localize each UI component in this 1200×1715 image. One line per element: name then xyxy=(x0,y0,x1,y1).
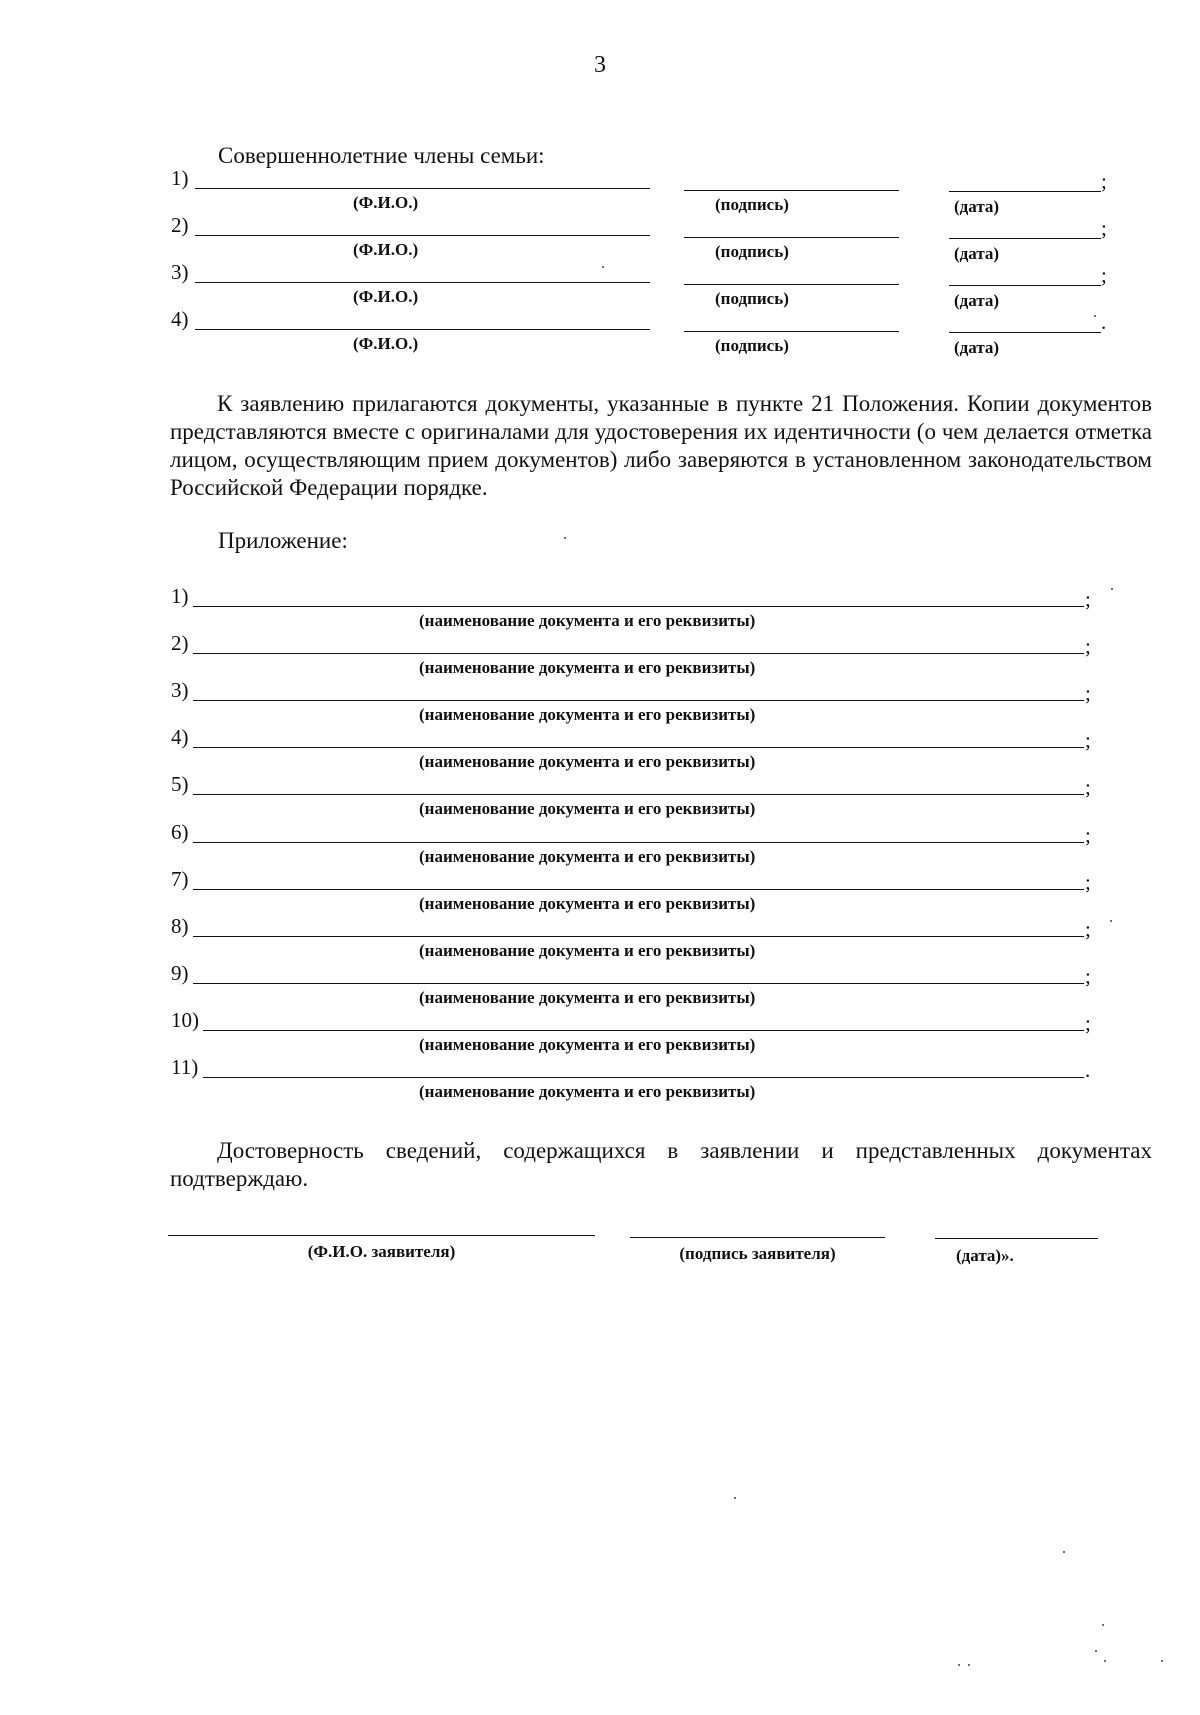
appendix-item-number: 1) xyxy=(171,584,189,608)
appendix-item-end-punctuation: ; xyxy=(1085,634,1091,659)
scan-speck xyxy=(1094,315,1096,317)
appendix-item-line[interactable] xyxy=(193,842,1084,843)
family-fio-line[interactable] xyxy=(195,329,650,330)
family-date-caption: (дата) xyxy=(954,291,1000,310)
family-fio-caption: (Ф.И.О.) xyxy=(353,334,419,353)
applicant-signature-line[interactable] xyxy=(630,1237,885,1238)
appendix-item-end-punctuation: ; xyxy=(1085,963,1091,988)
family-date-line[interactable] xyxy=(949,238,1101,239)
family-signature-line[interactable] xyxy=(684,237,899,238)
documents-paragraph: К заявлению прилагаются документы, указанные в пункте 21 Положения. Копии документов представляются вместе с оригиналами для удостоверения их идентичности (о чем делается отметка лицом, осуществляющим прием документов) либо заверяются в установленном законодательством Российской Федерации порядке. xyxy=(170,391,1152,500)
appendix-item-number: 8) xyxy=(171,913,189,938)
scan-speck xyxy=(958,1664,960,1666)
appendix-item-caption: (наименование документа и его реквизиты) xyxy=(419,705,756,725)
applicant-signature-caption: (подпись заявителя) xyxy=(679,1244,836,1263)
applicant-date-line[interactable] xyxy=(935,1238,1098,1239)
appendix-item-end-punctuation: ; xyxy=(1085,916,1091,941)
family-date-line[interactable] xyxy=(949,332,1101,333)
appendix-item-end-punctuation: ; xyxy=(1085,1010,1091,1035)
family-fio-line[interactable] xyxy=(195,235,650,236)
appendix-item-end-punctuation: ; xyxy=(1085,775,1091,800)
scan-speck xyxy=(1102,1624,1104,1626)
appendix-item-end-punctuation: ; xyxy=(1085,869,1091,894)
appendix-item-line[interactable] xyxy=(193,936,1084,937)
family-row-number: 3) xyxy=(171,260,189,284)
scan-speck xyxy=(1095,1650,1097,1652)
family-signature-line[interactable] xyxy=(684,190,899,191)
appendix-item-end-punctuation: ; xyxy=(1085,587,1091,611)
appendix-item-number: 3) xyxy=(171,678,189,703)
appendix-item-line[interactable] xyxy=(193,794,1084,795)
family-row-number: 4) xyxy=(171,307,189,331)
family-signature-caption: (подпись) xyxy=(715,195,789,214)
family-members-heading: Совершеннолетние члены семьи: xyxy=(218,143,545,168)
family-signature-caption: (подпись) xyxy=(715,336,789,355)
appendix-item-caption: (наименование документа и его реквизиты) xyxy=(419,987,756,1007)
appendix-item-number: 10) xyxy=(171,1007,199,1032)
family-fio-caption: (Ф.И.О.) xyxy=(353,193,419,212)
family-fio-caption: (Ф.И.О.) xyxy=(353,240,419,259)
page-number: 3 xyxy=(594,52,606,78)
appendix-item-caption: (наименование документа и его реквизиты) xyxy=(419,846,756,866)
scan-speck xyxy=(564,537,566,539)
appendix-item-end-punctuation: ; xyxy=(1085,681,1091,706)
family-date-caption: (дата) xyxy=(954,197,1000,216)
scan-speck xyxy=(734,1497,736,1499)
appendix-item-caption: (наименование документа и его реквизиты) xyxy=(419,1082,756,1101)
scan-speck xyxy=(1063,1551,1065,1553)
appendix-item-line[interactable] xyxy=(193,889,1084,890)
appendix-item-caption: (наименование документа и его реквизиты) xyxy=(419,611,756,630)
appendix-item-end-punctuation: . xyxy=(1085,1058,1091,1082)
scan-speck xyxy=(1104,1660,1106,1662)
appendix-item-end-punctuation: ; xyxy=(1085,822,1091,847)
scan-speck xyxy=(602,266,604,268)
appendix-item-line[interactable] xyxy=(193,606,1084,607)
applicant-fio-line[interactable] xyxy=(168,1235,595,1236)
scan-speck xyxy=(1111,588,1113,590)
appendix-item-line[interactable] xyxy=(203,1030,1084,1031)
family-fio-line[interactable] xyxy=(195,188,650,189)
appendix-item-number: 7) xyxy=(171,866,189,891)
family-row-end-punctuation: ; xyxy=(1101,263,1107,287)
family-row-end-punctuation: . xyxy=(1101,310,1107,334)
applicant-date-caption: (дата)». xyxy=(956,1246,1014,1265)
appendix-item-caption: (наименование документа и его реквизиты) xyxy=(419,893,756,913)
appendix-item-end-punctuation: ; xyxy=(1085,728,1091,753)
applicant-fio-caption: (Ф.И.О. заявителя) xyxy=(307,1242,456,1261)
appendix-item-line[interactable] xyxy=(203,1077,1084,1078)
appendix-item-number: 2) xyxy=(171,631,189,656)
scan-speck xyxy=(968,1664,970,1666)
appendix-item-number: 11) xyxy=(171,1055,199,1079)
appendix-item-number: 4) xyxy=(171,725,189,750)
appendix-heading: Приложение: xyxy=(218,528,348,553)
family-fio-line[interactable] xyxy=(195,282,650,283)
family-signature-line[interactable] xyxy=(684,331,899,332)
family-row-number: 2) xyxy=(171,213,189,237)
family-row-end-punctuation: ; xyxy=(1101,169,1107,193)
appendix-item-caption: (наименование документа и его реквизиты) xyxy=(419,658,756,678)
appendix-item-line[interactable] xyxy=(193,700,1084,701)
family-signature-caption: (подпись) xyxy=(715,242,789,261)
scan-speck xyxy=(1161,1660,1163,1662)
appendix-item-caption: (наименование документа и его реквизиты) xyxy=(419,752,756,772)
scan-speck xyxy=(1110,920,1112,922)
family-signature-caption: (подпись) xyxy=(715,289,789,308)
confirmation-paragraph: Достоверность сведений, содержащихся в заявлении и представленных документах подтверждаю. xyxy=(170,1138,1152,1191)
appendix-item-number: 9) xyxy=(171,960,189,985)
appendix-item-caption: (наименование документа и его реквизиты) xyxy=(419,1034,756,1054)
family-date-caption: (дата) xyxy=(954,244,1000,263)
appendix-item-caption: (наименование документа и его реквизиты) xyxy=(419,940,756,960)
appendix-item-line[interactable] xyxy=(193,653,1084,654)
appendix-item-line[interactable] xyxy=(193,983,1084,984)
family-date-caption: (дата) xyxy=(954,338,1000,357)
family-fio-caption: (Ф.И.О.) xyxy=(353,287,419,306)
family-row-number: 1) xyxy=(171,166,189,190)
family-date-line[interactable] xyxy=(949,191,1101,192)
family-signature-line[interactable] xyxy=(684,284,899,285)
family-date-line[interactable] xyxy=(949,285,1101,286)
appendix-item-number: 5) xyxy=(171,772,189,797)
appendix-item-line[interactable] xyxy=(193,747,1084,748)
appendix-item-caption: (наименование документа и его реквизиты) xyxy=(419,799,756,819)
appendix-item-number: 6) xyxy=(171,819,189,844)
family-row-end-punctuation: ; xyxy=(1101,216,1107,240)
